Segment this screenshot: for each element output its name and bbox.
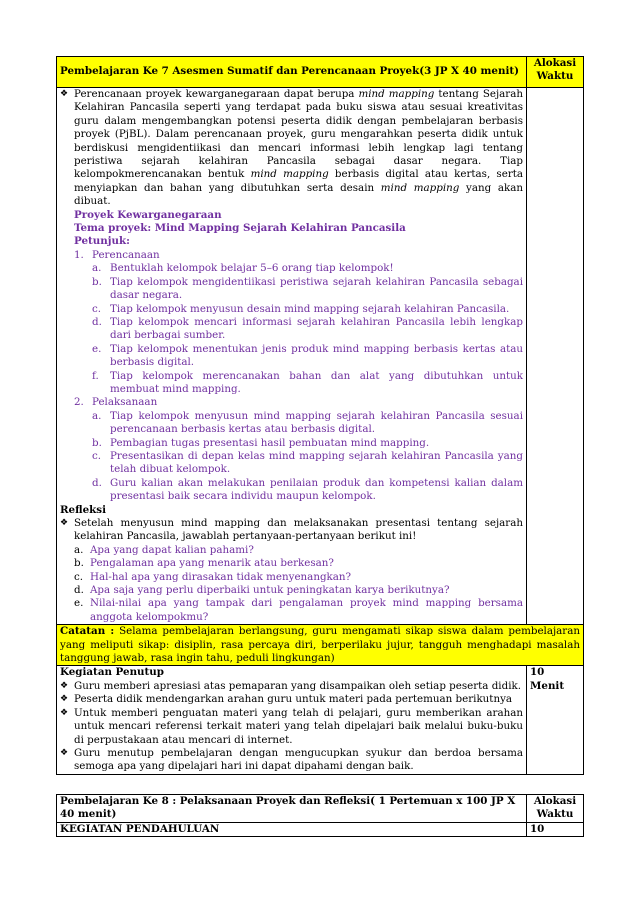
- tema-label: Tema proyek: Mind Mapping Sejarah Kelahiran Pancasila: [74, 222, 406, 235]
- pelaksanaan-heading: [60, 396, 523, 409]
- kegiatan-pendahuluan-time: 10: [527, 822, 584, 836]
- intro-text-3: berbasis digital atau kertas, serta menyiapkan dan bahan yang dibutuhkan serta desain: [74, 168, 524, 194]
- penutup-title: Kegiatan Penutup: [60, 666, 164, 679]
- kegiatan-pendahuluan-row: [57, 822, 584, 836]
- kegiatan-pendahuluan-label: KEGIATAN PENDAHULUAN: [57, 822, 527, 836]
- list-item: b. Pengalaman apa yang menarik atau berkesan?: [74, 557, 334, 570]
- list-item: a. Apa yang dapat kalian pahami?: [74, 543, 254, 556]
- intro-text-4: yang akan dibuat.: [74, 181, 523, 208]
- list-item: c. Tiap kelompok menyusun desain mind mapping sejarah kelahiran Pancasila.: [92, 302, 510, 315]
- catatan-row: [57, 625, 584, 666]
- refleksi-title: Refleksi: [60, 503, 106, 516]
- list-item: ❖ Untuk memberi penguatan materi yang telah di pelajari, guru memberikan arahan untuk mencari referensi terkait materi yang telah dipelajari baik melalui buku-buku di perpustakaan atau mencari di internet.: [60, 706, 523, 746]
- perencanaan-list: [60, 262, 523, 396]
- catatan-cell: [57, 625, 584, 666]
- list-item: ❖ Peserta didik mendengarkan arahan guru untuk materi pada pertemuan berikutnya: [60, 693, 513, 706]
- diamond-bullet-icon: ❖: [60, 518, 69, 528]
- table-header-row: [57, 795, 584, 823]
- intro-text-1: Perencanaan proyek kewarganegaraan dapat berupa: [74, 88, 359, 100]
- list-item: d. Guru kalian akan melakukan penilaian produk dan kompetensi kalian dalam presentasi baik secara individu maupun kelompok.: [92, 476, 523, 503]
- list-item: b. Tiap kelompok mengidentiikasi peristiwa sejarah kelahiran Pancasila sebagai dasar negara.: [92, 275, 523, 302]
- lesson-8-title: Pembelajaran Ke 8 : Pelaksanaan Proyek dan Refleksi( 1 Pertemuan x 100 JP X 40 menit): [57, 795, 527, 823]
- penutup-time-cell: [527, 666, 584, 774]
- intro-em-1: mind mapping: [358, 88, 435, 100]
- intro-em-3: mind mapping: [380, 181, 460, 194]
- list-item: e. Nilai-nilai apa yang tampak dari pengalaman proyek mind mapping bersama anggota kelompokmu?: [74, 597, 523, 623]
- diamond-bullet-icon: ❖: [60, 680, 69, 691]
- intro-text-2: tentang Sejarah Kelahiran Pancasila seperti yang terdapat pada buku siswa atau sesuai kreativitas guru dalam mengembangkan potensi peserta didik dengan pembelajaran berbasis proyek (PjBL). Dalam perencanaan proyek, guru mengarahkan peserta didik untuk berdiskusi mengidentiikasi dan mencari informasi lebih lengkap lagi tentang peristiwa sejarah kelahiran Pancasila sebagai dasar negara. Tiap kelompokmerencanakan bentuk: [74, 88, 523, 181]
- lesson-table-8: [56, 794, 584, 837]
- penutup-content: [57, 666, 527, 774]
- lesson-7-content: [57, 88, 527, 625]
- petunjuk-label: Petunjuk:: [74, 235, 130, 248]
- perencanaan-title: Perencanaan: [92, 248, 160, 261]
- list-item: c. Presentasikan di depan kelas mind mapping sejarah kelahiran Pancasila yang telah dibuat kelompok.: [92, 449, 523, 476]
- proyek-label: Proyek Kewarganegaraan: [74, 208, 222, 221]
- list-item: f. Tiap kelompok merencanakan bahan dan alat yang dibutuhkan untuk membuat mind mapping.: [92, 369, 523, 395]
- perencanaan-heading: [60, 249, 523, 262]
- pelaksanaan-title: Pelaksanaan: [92, 396, 158, 409]
- diamond-bullet-icon: ❖: [60, 694, 69, 705]
- diamond-bullet-icon: ❖: [60, 707, 69, 718]
- penutup-time-value: 10: [530, 666, 545, 679]
- list-item: b. Pembagian tugas presentasi hasil pembuatan mind mapping.: [92, 436, 430, 449]
- list-item: ❖ Guru memberi apresiasi atas pemaparan yang disampaikan oleh setiap peserta didik.: [60, 679, 521, 692]
- lesson-7-body-row: [57, 88, 584, 625]
- diamond-bullet-icon: ❖: [60, 747, 69, 758]
- list-item: d. Tiap kelompok mencari informasi sejarah kelahiran Pancasila lebih lengkap dari berbagai sumber.: [92, 315, 523, 342]
- lesson-7-title: Pembelajaran Ke 7 Asesmen Sumatif dan Perencanaan Proyek(3 JP X 40 menit): [57, 57, 527, 88]
- penutup-time-unit: Menit: [530, 679, 565, 692]
- refleksi-intro: ❖ Setelah menyusun mind mapping dan melaksanakan presentasi tentang sejarah kelahiran Pancasila, jawablah pertanyaan-pertanyaan berikut ini!: [60, 517, 523, 543]
- list-item: c. Hal-hal apa yang dirasakan tidak menyenangkan?: [74, 570, 352, 583]
- alokasi-waktu-header: Alokasi Waktu: [527, 795, 584, 823]
- pelaksanaan-list: [60, 410, 523, 504]
- intro-em-2: mind mapping: [250, 168, 329, 181]
- catatan-label: Catatan :: [60, 625, 115, 638]
- list-item: a. Tiap kelompok menyusun mind mapping sejarah kelahiran Pancasila sesuai perencanaan berbasis kertas atau berbasis digital.: [92, 409, 523, 436]
- refleksi-list: [60, 544, 523, 624]
- list-item: d. Apa saja yang perlu diperbaiki untuk peningkatan karya berikutnya?: [74, 584, 450, 597]
- list-item: a. Bentuklah kelompok belajar 5–6 orang tiap kelompok!: [92, 262, 394, 275]
- alokasi-waktu-header: Alokasi Waktu: [527, 57, 584, 88]
- lesson-table-7: [56, 56, 584, 775]
- lesson-7-time-cell: [527, 88, 584, 625]
- diamond-bullet-icon: ❖: [60, 89, 69, 99]
- list-item: ❖ Guru menutup pembelajaran dengan mengucupkan syukur dan berdoa bersama semoga apa yang dipelajari hari ini dapat dipahami dengan baik.: [60, 746, 523, 773]
- table-header-row: [57, 57, 584, 88]
- intro-paragraph: [60, 88, 523, 209]
- penutup-row: [57, 666, 584, 774]
- list-item: e. Tiap kelompok menentukan jenis produk mind mapping berbasis kertas atau berbasis digital.: [92, 342, 523, 369]
- catatan-text: Selama pembelajaran berlangsung, guru mengamati sikap siswa dalam pembelajaran yang meliputi sikap: disiplin, rasa percaya diri, berperilaku jujur, tangguh menghadapi masalah tanggung jawab, rasa ingin tahu, peduli lingkungan): [60, 625, 580, 665]
- list-number: 1.: [74, 248, 84, 261]
- list-number: 2.: [74, 396, 84, 409]
